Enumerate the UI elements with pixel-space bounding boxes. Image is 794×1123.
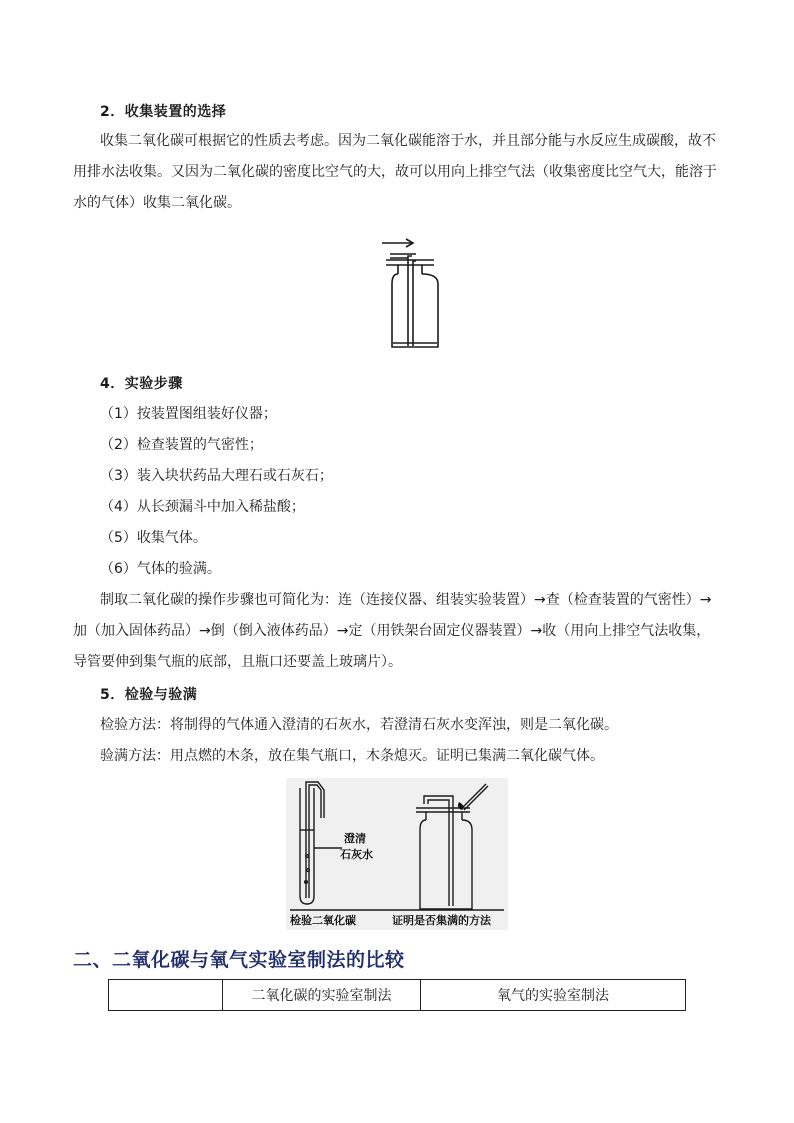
paragraph-line: 收集二氧化碳可根据它的性质去考虑。因为二氧化碳能溶于水，并且部分能与水反应生成碳酸，故不 [100, 133, 716, 149]
limewater-label-line2: 石灰水 [340, 848, 373, 861]
summary-line: 导管要伸到集气瓶的底部，且瓶口还要盖上玻璃片）。 [73, 654, 402, 670]
summary-line: 加（加入固体药品）→倒（倒入液体药品）→定（用铁架台固定仪器装置）→收（用向上排空气法收集， [73, 623, 711, 639]
summary-line: 制取二氧化碳的操作步骤也可简化为：连（连接仪器、组装实验装置）→查（检查装置的气密性）→ [100, 592, 712, 608]
step-item: （4）从长颈漏斗中加入稀盐酸； [100, 499, 305, 515]
table-header-cell: 氧气的实验室制法 [421, 980, 686, 1011]
heading-experiment-steps: 4．实验步骤 [100, 376, 183, 392]
comparison-table [108, 979, 686, 1011]
step-item: （5）收集气体。 [100, 530, 207, 546]
limewater-label-line1: 澄清 [344, 832, 366, 845]
step-item: （1）按装置图组装好仪器； [100, 406, 277, 422]
test-method-text: 检验方法：将制得的气体通入澄清的石灰水，若澄清石灰水变浑浊，则是二氧化碳。 [100, 717, 618, 733]
full-method-text: 验满方法：用点燃的木条，放在集气瓶口，木条熄灭。证明已集满二氧化碳气体。 [100, 748, 604, 764]
paragraph-line: 水的气体）收集二氧化碳。 [73, 195, 241, 211]
heading-collect-device: 2．收集装置的选择 [100, 104, 227, 120]
step-item: （3）装入块状药品大理石或石灰石； [100, 468, 333, 484]
caption-check-full: 证明是否集满的方法 [392, 914, 491, 927]
step-item: （6）气体的验满。 [100, 561, 221, 577]
table-header-cell [109, 980, 223, 1011]
caption-test-co2: 检验二氧化碳 [290, 914, 356, 927]
co2-test-figure [286, 778, 508, 930]
table-row [109, 980, 686, 1011]
table-header-cell: 二氧化碳的实验室制法 [223, 980, 421, 1011]
heading-test-and-full: 5．检验与验满 [100, 687, 198, 703]
gas-bottle-figure [372, 234, 452, 354]
section-title-comparison: 二、二氧化碳与氧气实验室制法的比较 [73, 949, 405, 971]
step-item: （2）检查装置的气密性； [100, 437, 263, 453]
paragraph-line: 用排水法收集。又因为二氧化碳的密度比空气的大，故可以用向上排空气法（收集密度比空气大，能溶于 [73, 164, 717, 180]
